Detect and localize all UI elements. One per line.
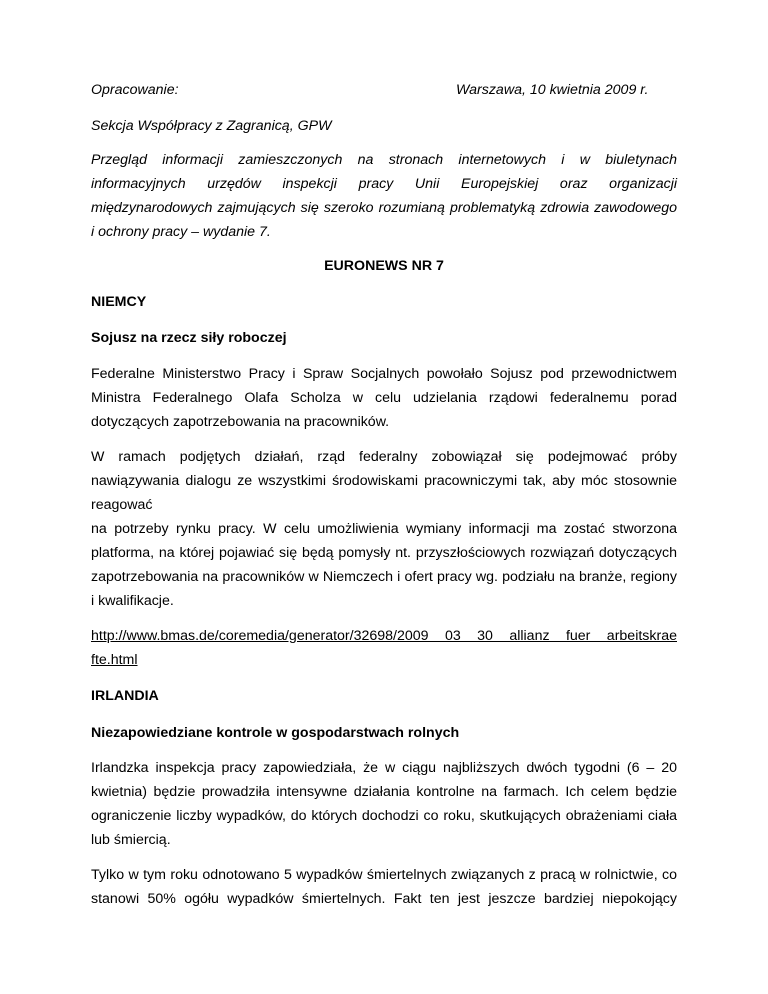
paragraph-line: stanowi 50% ogółu wypadków śmiertelnych. Fakt ten jest jeszcze bardziej niepokojący	[91, 891, 677, 907]
paragraph-line: Tylko w tym roku odnotowano 5 wypadków śmiertelnych związanych z pracą w rolnictwie, co	[91, 867, 677, 883]
place-date: Warszawa, 10 kwietnia 2009 r.	[456, 82, 649, 98]
paragraph-line: dotyczących zapotrzebowania na pracowników.	[91, 414, 390, 430]
document-title: EURONEWS NR 7	[324, 258, 444, 274]
paragraph-line: W ramach podjętych działań, rząd federalny zobowiązał się podejmować próby	[91, 449, 677, 465]
country-heading: NIEMCY	[91, 294, 147, 310]
paragraph-line: kwietnia) będzie prowadziła intensywne działania kontrolne na farmach. Ich celem będzie	[91, 784, 677, 800]
section-name: Sekcja Współpracy z Zagranicą, GPW	[91, 118, 332, 134]
intro-line: i ochrony pracy – wydanie 7.	[91, 224, 271, 240]
paragraph-line: Ministra Federalnego Olafa Scholza w celu udzielania rządowi federalnemu porad	[91, 390, 677, 406]
paragraph-line: Federalne Ministerstwo Pracy i Spraw Socjalnych powołało Sojusz pod przewodnictwem	[91, 366, 677, 382]
paragraph-line: nawiązywania dialogu ze wszystkimi środowiskami pracowniczymi tak, aby móc stosownie	[91, 473, 677, 489]
intro-line: międzynarodowych zajmujących się szeroko rozumianą problematyką zdrowia zawodowego	[91, 200, 677, 216]
article-heading: Sojusz na rzecz siły roboczej	[91, 330, 287, 346]
paragraph-line: na potrzeby rynku pracy. W celu umożliwienia wymiany informacji ma zostać stworzona	[91, 521, 677, 537]
paragraph-line: Irlandzka inspekcja pracy zapowiedziała, że w ciągu najbliższych dwóch tygodni (6 – 20	[91, 760, 677, 776]
country-heading: IRLANDIA	[91, 688, 159, 704]
author-label: Opracowanie:	[91, 82, 179, 98]
paragraph-line: i kwalifikacje.	[91, 593, 174, 609]
paragraph-line: zapotrzebowania na pracowników w Niemczech i ofert pracy wg. podziału na branże, regiony	[91, 569, 677, 585]
paragraph-line: lub śmiercią.	[91, 832, 171, 848]
source-link[interactable]: http://www.bmas.de/coremedia/generator/32698/2009 03 30 allianz fuer arbeitskrae	[91, 628, 677, 644]
intro-line: Przegląd informacji zamieszczonych na stronach internetowych i w biuletynach	[91, 152, 677, 168]
paragraph-line: reagować	[91, 497, 153, 513]
paragraph-line: platforma, na której pojawiać się będą pomysły nt. przyszłościowych rozwiązań dotyczących	[91, 545, 677, 561]
paragraph-line: ograniczenie liczby wypadków, do których dochodzi co roku, skutkujących obrażeniami ciała	[91, 808, 677, 824]
source-link-continuation[interactable]: fte.html	[91, 652, 138, 668]
intro-line: informacyjnych urzędów inspekcji pracy Unii Europejskiej oraz organizacji	[91, 176, 677, 192]
article-heading: Niezapowiedziane kontrole w gospodarstwach rolnych	[91, 725, 460, 741]
